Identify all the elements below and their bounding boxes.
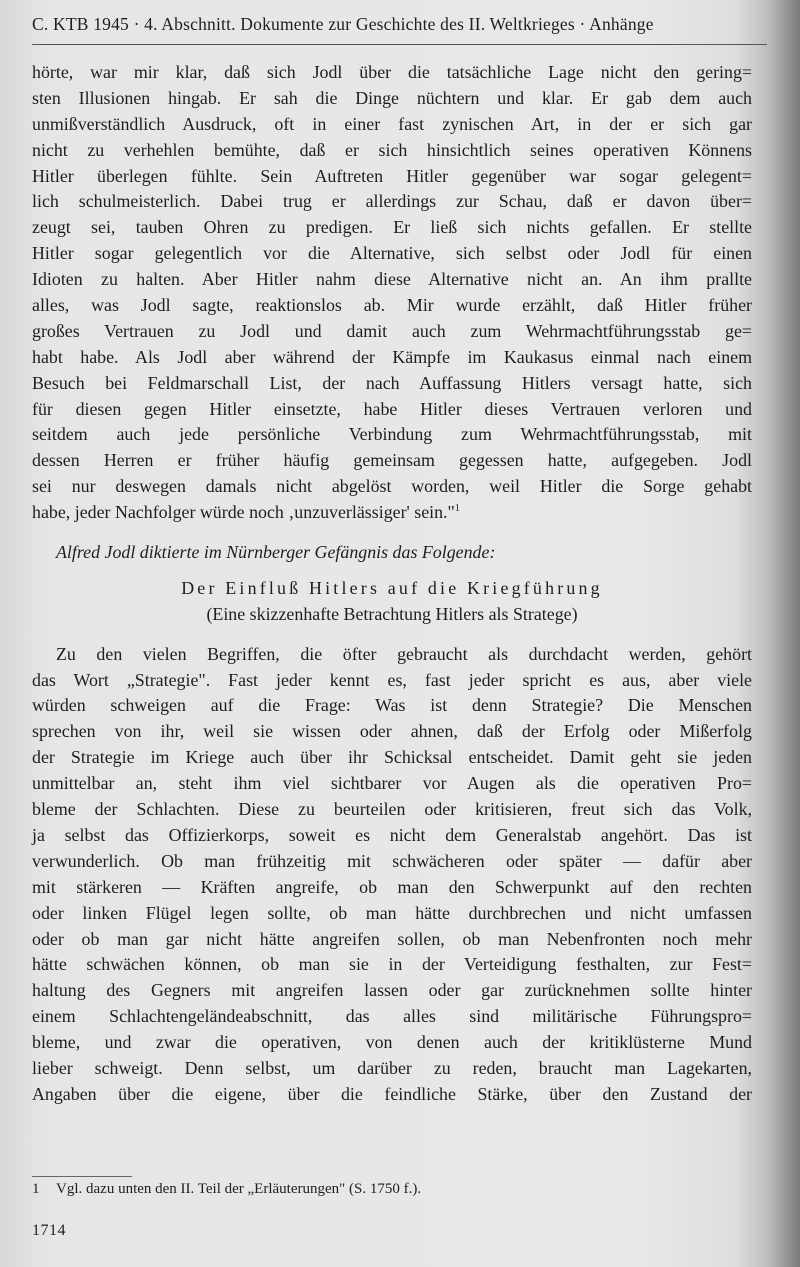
text-line: oder linken Flügel legen sollte, ob man hätte durchbrechen und nicht umfassen [32, 902, 752, 923]
text-line: sten Illusionen hingab. Er sah die Dinge nüchtern und klar. Er gab dem auch [32, 87, 752, 108]
text-line: großes Vertrauen zu Jodl und damit auch zum Wehrmachtführungsstab ge= [32, 320, 752, 341]
page-number: 1714 [32, 1222, 66, 1239]
text-line: würden schweigen auf die Frage: Was ist denn Strategie? Die Menschen [32, 695, 752, 716]
text-line: oder ob man gar nicht hätte angreifen sollen, ob man Nebenfronten noch mehr [32, 928, 752, 949]
text-line: für diesen gegen Hitler einsetzte, habe Hitler dieses Vertrauen verloren und [32, 398, 752, 419]
text-line: lich schulmeisterlich. Dabei trug er allerdings zur Schau, daß er davon über= [32, 191, 752, 212]
paragraph-2 [32, 642, 752, 1108]
text-line: ja selbst das Offizierkorps, soweit es nicht dem Generalstab angehört. Das ist [32, 824, 752, 845]
text-line: verwunderlich. Ob man frühzeitig mit schwächeren oder später — dafür aber [32, 850, 752, 871]
text-line: bleme, und zwar die operativen, von denen auch der kritiklüsterne Mund [32, 1032, 752, 1053]
text-line: Angaben über die eigene, über die feindliche Stärke, über den Zustand der [32, 1083, 752, 1104]
text-line: Hitler überlegen fühlte. Sein Auftreten Hitler gegenüber war sogar gelegent= [32, 165, 752, 186]
text-line: alles, was Jodl sagte, reaktionslos ab. Mir wurde erzählt, daß Hitler früher [32, 295, 752, 316]
text-line: unmißverständlich Ausdruck, oft in einer fast zynischen Art, in der er sich gar [32, 113, 752, 134]
text-line: unmittelbar an, steht ihm viel sichtbarer vor Augen als die operativen Pro= [32, 773, 752, 794]
footnote-text: Vgl. dazu unten den II. Teil der „Erläuterungen" (S. 1750 f.). [56, 1181, 422, 1197]
intro-line: Alfred Jodl diktierte im Nürnberger Gefängnis das Folgende: [56, 542, 496, 563]
text-line: einem Schlachtengeländeabschnitt, das alles sind militärische Führungspro= [32, 1006, 752, 1027]
text-line: seitdem auch jede persönliche Verbindung zum Wehrmachtführungsstab, mit [32, 424, 752, 445]
text-line: hätte schwächen können, ob man sie in der Verteidigung festhalten, zur Fest= [32, 954, 752, 975]
text-line: bleme der Schlachten. Diese zu beurteilen oder kritisieren, freut sich das Volk, [32, 799, 752, 820]
paragraph-1 [32, 60, 752, 526]
running-head: C. KTB 1945 · 4. Abschnitt. Dokumente zur Geschichte des II. Weltkrieges · Anhänge [32, 14, 654, 34]
text-line: Zu den vielen Begriffen, die öfter gebraucht als durchdacht werden, gehört [56, 643, 752, 664]
footnote-number: 1 [32, 1181, 40, 1197]
text-line: mit stärkeren — Kräften angreife, ob man den Schwerpunkt auf den rechten [32, 876, 752, 897]
text-line: habt habe. Als Jodl aber während der Kämpfe im Kaukasus einmal nach einem [32, 346, 752, 367]
text-line: zeugt sei, tauben Ohren zu predigen. Er ließ sich nichts gefallen. Er stellte [32, 217, 752, 238]
text-line: der Strategie im Kriege auch über ihr Schicksal entscheidet. Damit geht sie jeden [32, 747, 752, 768]
footnote-rule [32, 1176, 132, 1177]
section-subtitle: (Eine skizzenhafte Betrachtung Hitlers als Stratege) [206, 603, 578, 624]
footnote-reference[interactable]: 1 [454, 503, 460, 515]
footnote [32, 1181, 421, 1198]
text-line: das Wort „Strategie". Fast jeder kennt es, fast jeder spricht es aus, aber viele [32, 669, 752, 690]
text-line: nicht zu verhehlen bemühte, daß er sich hinsichtlich seines operativen Könnens [32, 139, 752, 160]
main-text [32, 60, 752, 1108]
text-line: Hitler sogar gelegentlich vor die Alternative, sich selbst oder Jodl für einen [32, 243, 752, 264]
text-line: dessen Herren er früher häufig gemeinsam gegessen hatte, aufgegeben. Jodl [32, 450, 752, 471]
text-line: sei nur deswegen damals nicht abgelöst worden, weil Hitler die Sorge gehabt [32, 476, 752, 497]
text-line: hörte, war mir klar, daß sich Jodl über die tatsächliche Lage nicht den gering= [32, 62, 752, 82]
text-line: Besuch bei Feldmarschall List, der nach Auffassung Hitlers versagt hatte, sich [32, 372, 752, 393]
text-line: Idioten zu halten. Aber Hitler nahm diese Alternative nicht an. An ihm prallte [32, 269, 752, 290]
text-line: haltung des Gegners mit angreifen lassen oder gar zurücknehmen sollte hinter [32, 980, 752, 1001]
text-line: lieber schweigt. Denn selbst, um darüber zu reden, braucht man Lagekarten, [32, 1057, 752, 1078]
section-title: Der Einfluß Hitlers auf die Kriegführung [181, 577, 603, 598]
text-line: sprechen von ihr, weil sie wissen oder ahnen, daß der Erfolg oder Mißerfolg [32, 721, 752, 742]
text-line-last [32, 500, 752, 526]
header-rule [32, 44, 767, 45]
text-fragment: habe, jeder Nachfolger würde noch ‚unzuverlässiger' sein." [32, 502, 455, 523]
